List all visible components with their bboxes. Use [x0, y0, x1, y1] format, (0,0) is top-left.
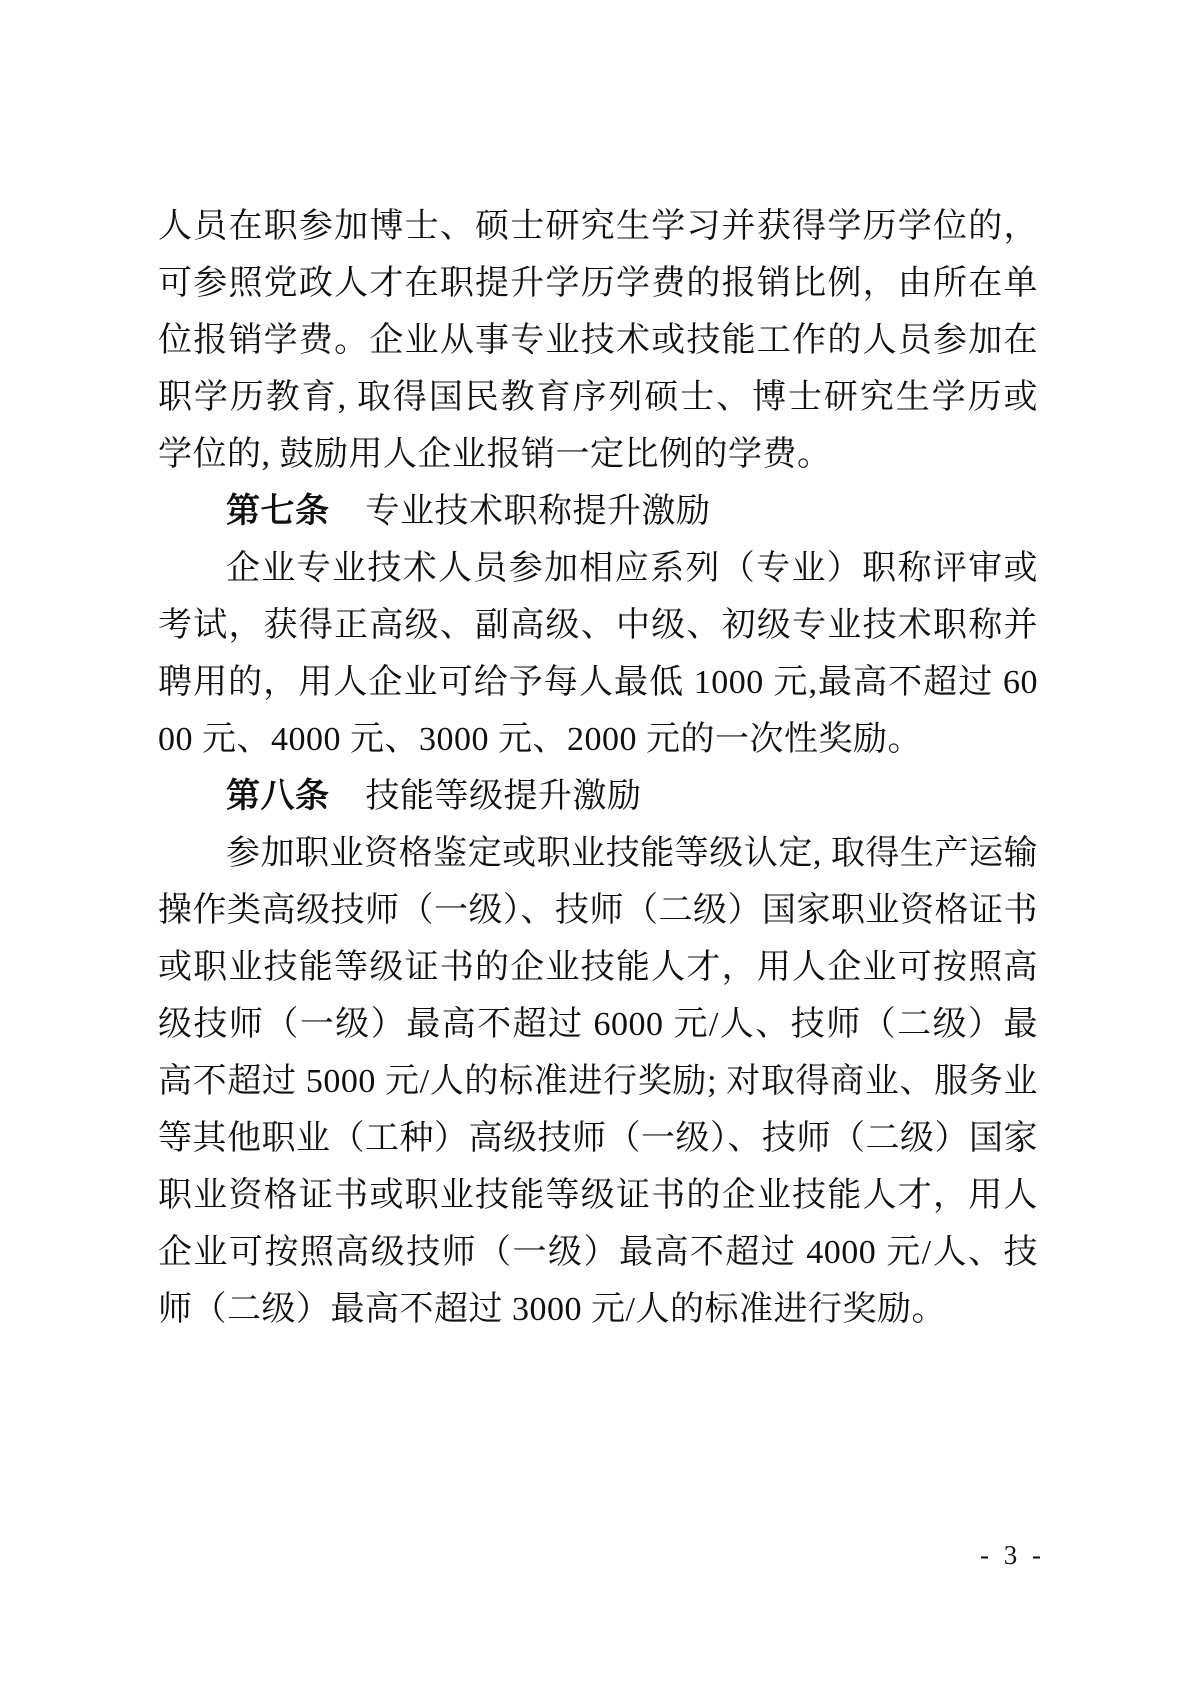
section-heading-article-7 — [158, 483, 1038, 540]
section-heading-article-8 — [158, 768, 1038, 825]
paragraph-article-8-body: 参加职业资格鉴定或职业技能等级认定, 取得生产运输操作类高级技师（一级）、技师（二级）国家职业资格证书或职业技能等级证书的企业技能人才，用人企业可按照高级技师（一级）最高不超过 6000 元/人、技师（二级）最高不超过 5000 元/人的标准进行奖励; 对取得商业、服务业等其他职业（工种）高级技师（一级）、技师（二级）国家职业资格证书或职业技能等级证书的企业技能人才，用人企业可按照高级技师（一级）最高不超过 4000 元/人、技师（二级）最高不超过 3000 元/人的标准进行奖励。 — [158, 835, 1038, 1328]
document-body — [158, 198, 1038, 1338]
article-7-number: 第七条 — [226, 491, 330, 531]
paragraph-continuation: 人员在职参加博士、硕士研究生学习并获得学历学位的，可参照党政人才在职提升学历学费的报销比例，由所在单位报销学费。企业从事专业技术或技能工作的人员参加在职学历教育, 取得国民教育序列硕士、博士研究生学历或学位的, 鼓励用人企业报销一定比例的学费。 — [158, 208, 1038, 473]
paragraph-article-7-body: 企业专业技术人员参加相应系列（专业）职称评审或考试，获得正高级、副高级、中级、初级专业技术职称并聘用的，用人企业可给予每人最低 1000 元,最高不超过 6000 元、4000 元、3000 元、2000 元的一次性奖励。 — [158, 550, 1038, 758]
article-7-title: 专业技术职称提升激励 — [365, 493, 711, 530]
article-8-title: 技能等级提升激励 — [365, 778, 642, 815]
page-footer — [0, 1537, 1045, 1573]
page-number: - 3 - — [980, 1540, 1045, 1570]
article-8-number: 第八条 — [226, 776, 330, 816]
